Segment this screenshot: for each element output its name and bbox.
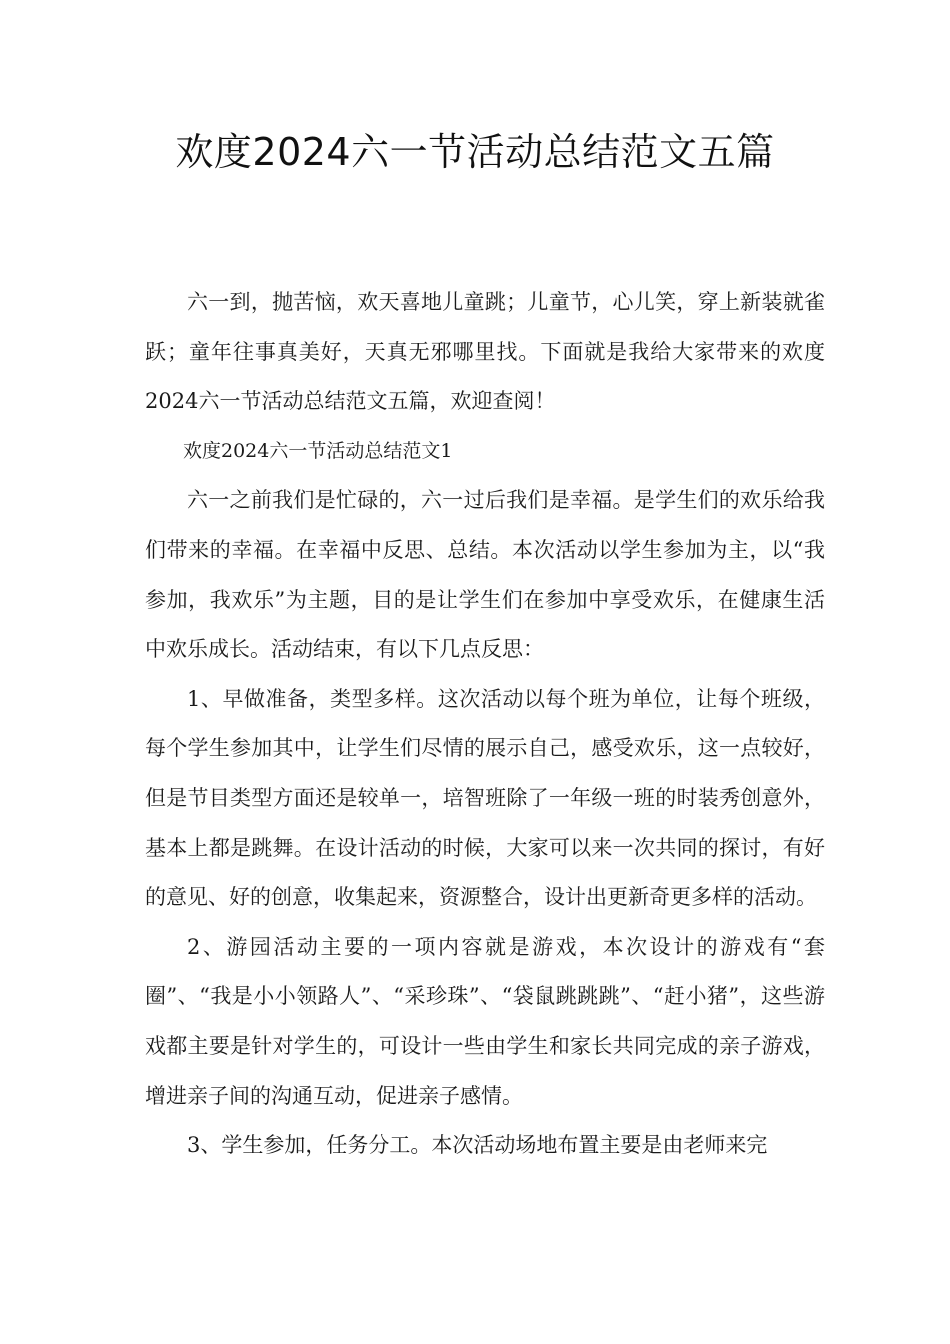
body-paragraph: 2、游园活动主要的一项内容就是游戏，本次设计的游戏有“套圈”、“我是小小领路人”、“采珍珠”、“袋鼠跳跳跳”、“赶小猪”，这些游戏都主要是针对学生的，可设计一些由学生和家长共同完成的亲子游戏，增进亲子间的沟通互动，促进亲子感情。	[145, 934, 825, 1108]
body-paragraph: 1、早做准备，类型多样。这次活动以每个班为单位，让每个班级，每个学生参加其中，让学生们尽情的展示自己，感受欢乐，这一点较好，但是节目类型方面还是较单一，培智班除了一年级一班的时装秀创意外，基本上都是跳舞。在设计活动的时候，大家可以来一次共同的探讨，有好的意见、好的创意，收集起来，资源整合，设计出更新奇更多样的活动。	[145, 686, 825, 910]
intro-paragraph: 六一到，抛苦恼，欢天喜地儿童跳；儿童节，心儿笑，穿上新装就雀跃；童年往事真美好，天真无邪哪里找。下面就是我给大家带来的欢度2024六一节活动总结范文五篇，欢迎查阅！	[145, 290, 825, 414]
body-paragraph: 3、学生参加，任务分工。本次活动场地布置主要是由老师来完	[187, 1133, 768, 1158]
document-body	[145, 278, 825, 1171]
body-paragraph: 六一之前我们是忙碌的，六一过后我们是幸福。是学生们的欢乐给我们带来的幸福。在幸福中反思、总结。本次活动以学生参加为主，以“我参加，我欢乐”为主题，目的是让学生们在参加中享受欢乐，在健康生活中欢乐成长。活动结束，有以下几点反思：	[145, 488, 825, 662]
section-heading: 欢度2024六一节活动总结范文1	[183, 439, 453, 462]
document-title: 欢度2024六一节活动总结范文五篇	[175, 130, 775, 174]
